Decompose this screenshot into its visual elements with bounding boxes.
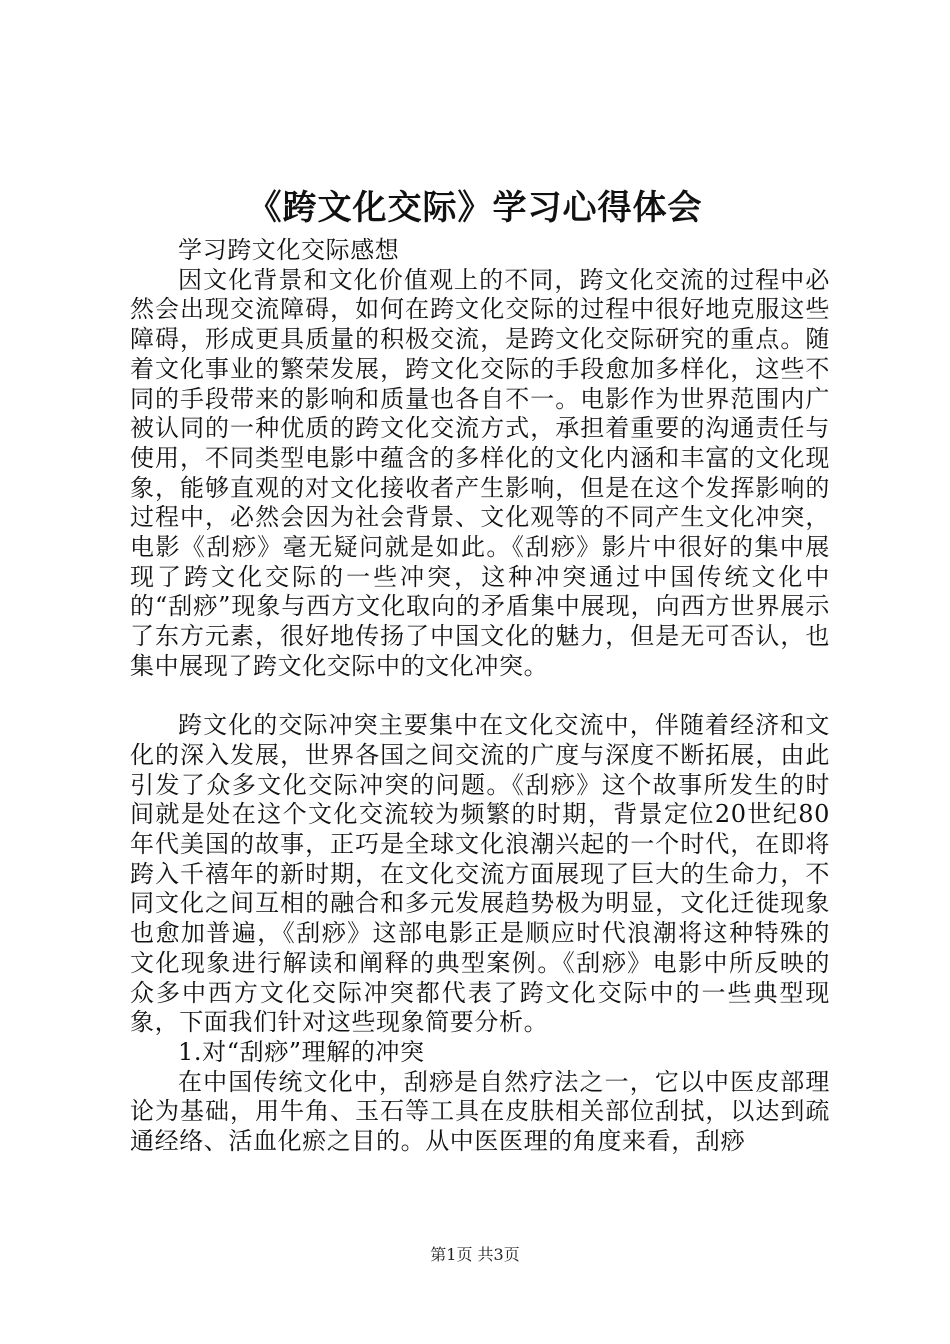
document-body xyxy=(130,236,830,1157)
page-footer: 第1页 共3页 xyxy=(430,1245,520,1264)
section-heading-guasha: 1.对“刮痧”理解的冲突 xyxy=(178,1037,425,1066)
paragraph-guasha: 在中国传统文化中，刮痧是自然疗法之一，它以中医皮部理论为基础，用牛角、玉石等工具在皮肤相关部位刮拭，以达到疏通经络、活血化瘀之目的。从中医医理的角度来看，刮痧 xyxy=(130,1067,830,1156)
paragraph-subtitle: 学习跨文化交际感想 xyxy=(178,236,400,264)
paragraph-intro: 因文化背景和文化价值观上的不同，跨文化交流的过程中必然会出现交流障碍，如何在跨文化交际的过程中很好地克服这些障碍，形成更具质量的积极交流，是跨文化交际研究的重点。随着文化事业的繁荣发展，跨文化交际的手段愈加多样化，这些不同的手段带来的影响和质量也各自不一。电影作为世界范围内广被认同的一种优质的跨文化交流方式，承担着重要的沟通责任与使用，不同类型电影中蕴含的多样化的文化内涵和丰富的文化现象，能够直观的对文化接收者产生影响，但是在这个发挥影响的过程中，必然会因为社会背景、文化观等的不同产生文化冲突，电影《刮痧》毫无疑问就是如此。《刮痧》影片中很好的集中展现了跨文化交际的一些冲突，这种冲突通过中国传统文化中的“刮痧”现象与西方文化取向的矛盾集中展现，向西方世界展示了东方元素，很好地传扬了中国文化的魅力，但是无可否认，也集中展现了跨文化交际中的文化冲突。 xyxy=(130,265,830,680)
document-title: 《跨文化交际》学习心得体会 xyxy=(247,188,703,228)
paragraph-conflict: 跨文化的交际冲突主要集中在文化交流中，伴随着经济和文化的深入发展，世界各国之间交流的广度与深度不断拓展，由此引发了众多文化交际冲突的问题。《刮痧》这个故事所发生的时间就是处在这个文化交流较为频繁的时期，背景定位20世纪80年代美国的故事，正巧是全球文化浪潮兴起的一个时代，在即将跨入千禧年的新时期，在文化交流方面展现了巨大的生命力，不同文化之间互相的融合和多元发展趋势极为明显，文化迁徙现象也愈加普遍，《刮痧》这部电影正是顺应时代浪潮将这种特殊的文化现象进行解读和阐释的典型案例。《刮痧》电影中所反映的众多中西方文化交际冲突都代表了跨文化交际中的一些典型现象，下面我们针对这些现象简要分析。 xyxy=(130,711,830,1037)
